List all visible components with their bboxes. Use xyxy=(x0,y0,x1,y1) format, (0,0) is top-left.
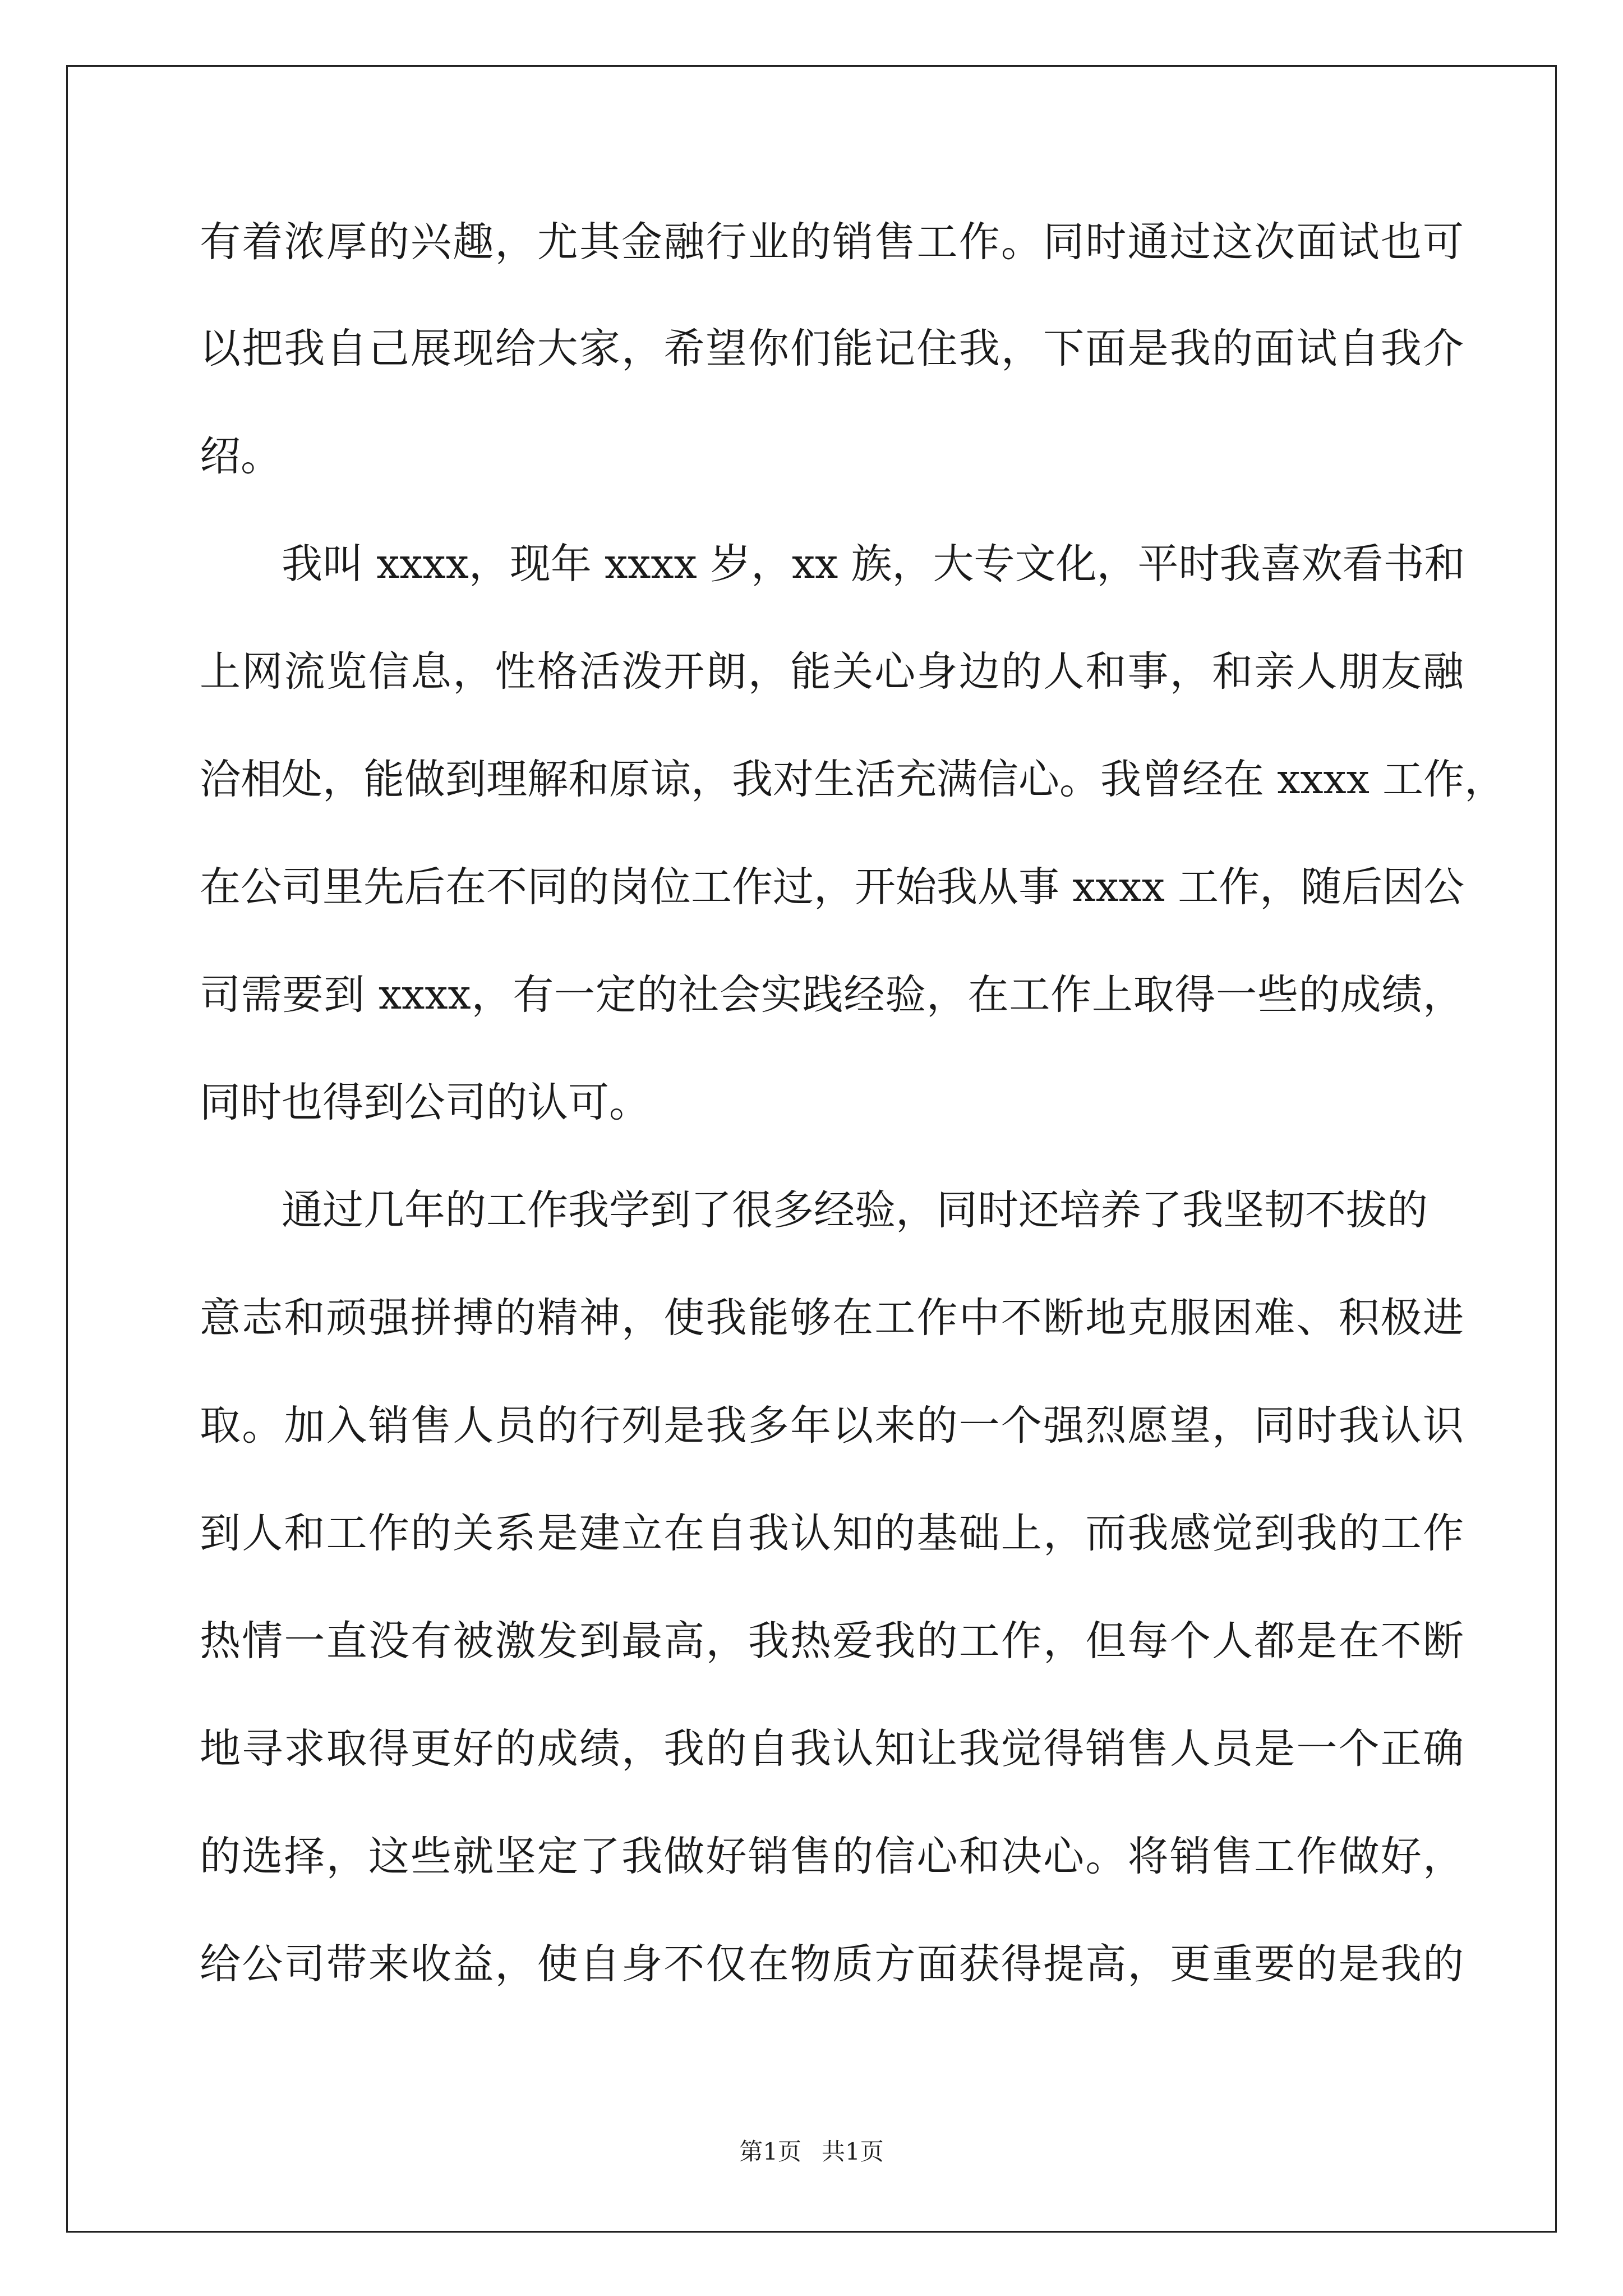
text-line: 取。加入销售人员的行列是我多年以来的一个强烈愿望，同时我认识 xyxy=(200,1402,1464,1450)
text-line: 的选择，这些就坚定了我做好销售的信心和决心。将销售工作做好， xyxy=(200,1833,1464,1880)
paragraph-first-line: 我叫 xxxx，现年 xxxx 岁，xx 族，大专文化，平时我喜欢看书和 xyxy=(282,540,1465,588)
text-line: 司需要到 xxxx，有一定的社会实践经验，在工作上取得一些的成绩， xyxy=(200,971,1464,1019)
text-line: 地寻求取得更好的成绩，我的自我认知让我觉得销售人员是一个正确 xyxy=(200,1725,1464,1773)
page-total: 共1页 xyxy=(822,2138,884,2165)
text-line: 同时也得到公司的认可。 xyxy=(200,1079,650,1126)
text-line: 绍。 xyxy=(200,432,282,480)
text-line: 上网流览信息，性格活泼开朗，能关心身边的人和事，和亲人朋友融 xyxy=(200,648,1464,696)
paragraph-first-line: 通过几年的工作我学到了很多经验，同时还培养了我坚韧不拔的 xyxy=(282,1186,1428,1234)
text-line: 在公司里先后在不同的岗位工作过，开始我从事 xxxx 工作，随后因公 xyxy=(200,863,1465,911)
text-line: 给公司带来收益，使自身不仅在物质方面获得提高，更重要的是我的 xyxy=(200,1940,1464,1988)
page-number: 第1页 xyxy=(739,2138,801,2165)
text-line: 意志和顽强拼搏的精神，使我能够在工作中不断地克服困难、积极进 xyxy=(200,1294,1464,1342)
text-line: 到人和工作的关系是建立在自我认知的基础上，而我感觉到我的工作 xyxy=(200,1510,1464,1557)
page-footer xyxy=(0,2136,1623,2168)
page-border xyxy=(66,65,1557,2233)
text-line: 有着浓厚的兴趣，尤其金融行业的销售工作。同时通过这次面试也可 xyxy=(200,218,1464,266)
text-line: 洽相处，能做到理解和原谅，我对生活充满信心。我曾经在 xxxx 工作， xyxy=(200,756,1506,803)
text-line: 以把我自己展现给大家，希望你们能记住我，下面是我的面试自我介 xyxy=(200,325,1464,372)
text-line: 热情一直没有被激发到最高，我热爱我的工作，但每个人都是在不断 xyxy=(200,1617,1464,1665)
